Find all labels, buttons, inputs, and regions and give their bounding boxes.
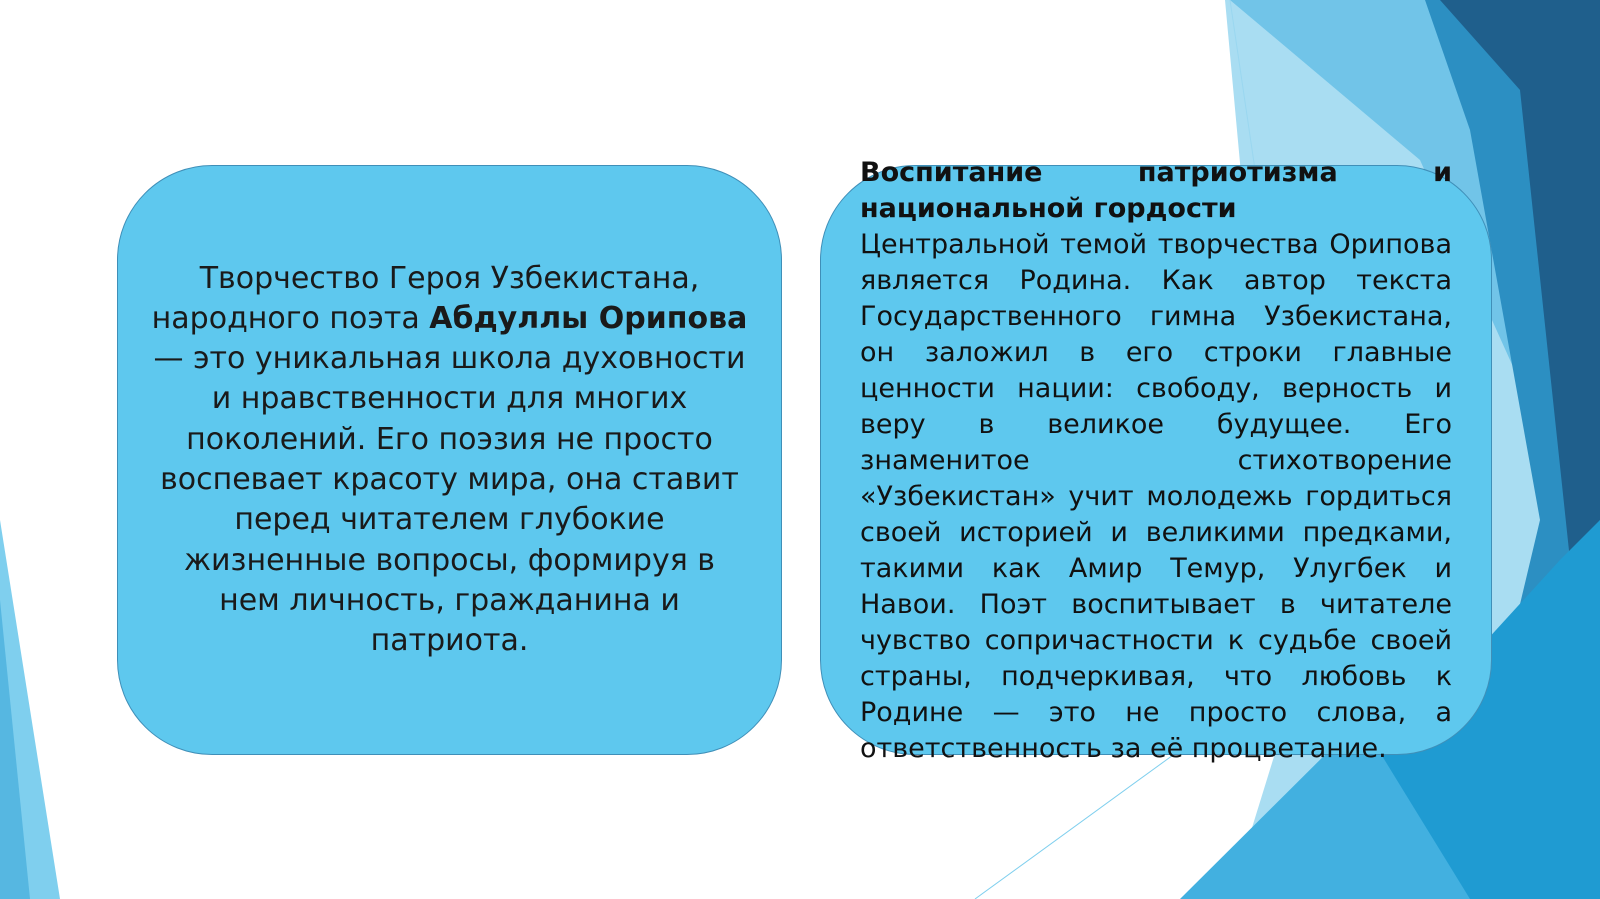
right-card-body: Центральной темой творчества Орипова является Родина. Как автор текста Государственного гимна Узбекистана, он заложил в его строки главные ценности нации: свободу, верность и веру в великое будущее. Его знаменитое стихотворение «Узбекистан» учит молодежь гордиться своей историей и великими предками, такими как Амир Темур, Улугбек и Навои. Поэт воспитывает в читателе чувство сопричастности к судьбе своей страны, подчеркивая, что любовь к Родине — это не просто слова, а ответственность за её процветание. xyxy=(860,229,1452,764)
left-text-rest: — это уникальная школа духовности и нравственности для многих поколений. Его поэзия не просто воспевает красоту мира, она ставит перед читателем глубокие жизненные вопросы, формируя в нем личность, гражданина и патриота. xyxy=(153,341,746,659)
left-text-intro: Творчество Героя Узбекистана, народного поэта xyxy=(151,260,700,336)
left-info-card xyxy=(117,165,782,755)
right-card-text xyxy=(860,155,1452,767)
poet-name: Абдуллы Орипова xyxy=(429,300,748,336)
thin-diagonal-line xyxy=(975,750,1180,899)
right-card-heading: Воспитание патриотизма и национальной гордости xyxy=(860,157,1452,224)
left-card-text xyxy=(150,259,750,662)
